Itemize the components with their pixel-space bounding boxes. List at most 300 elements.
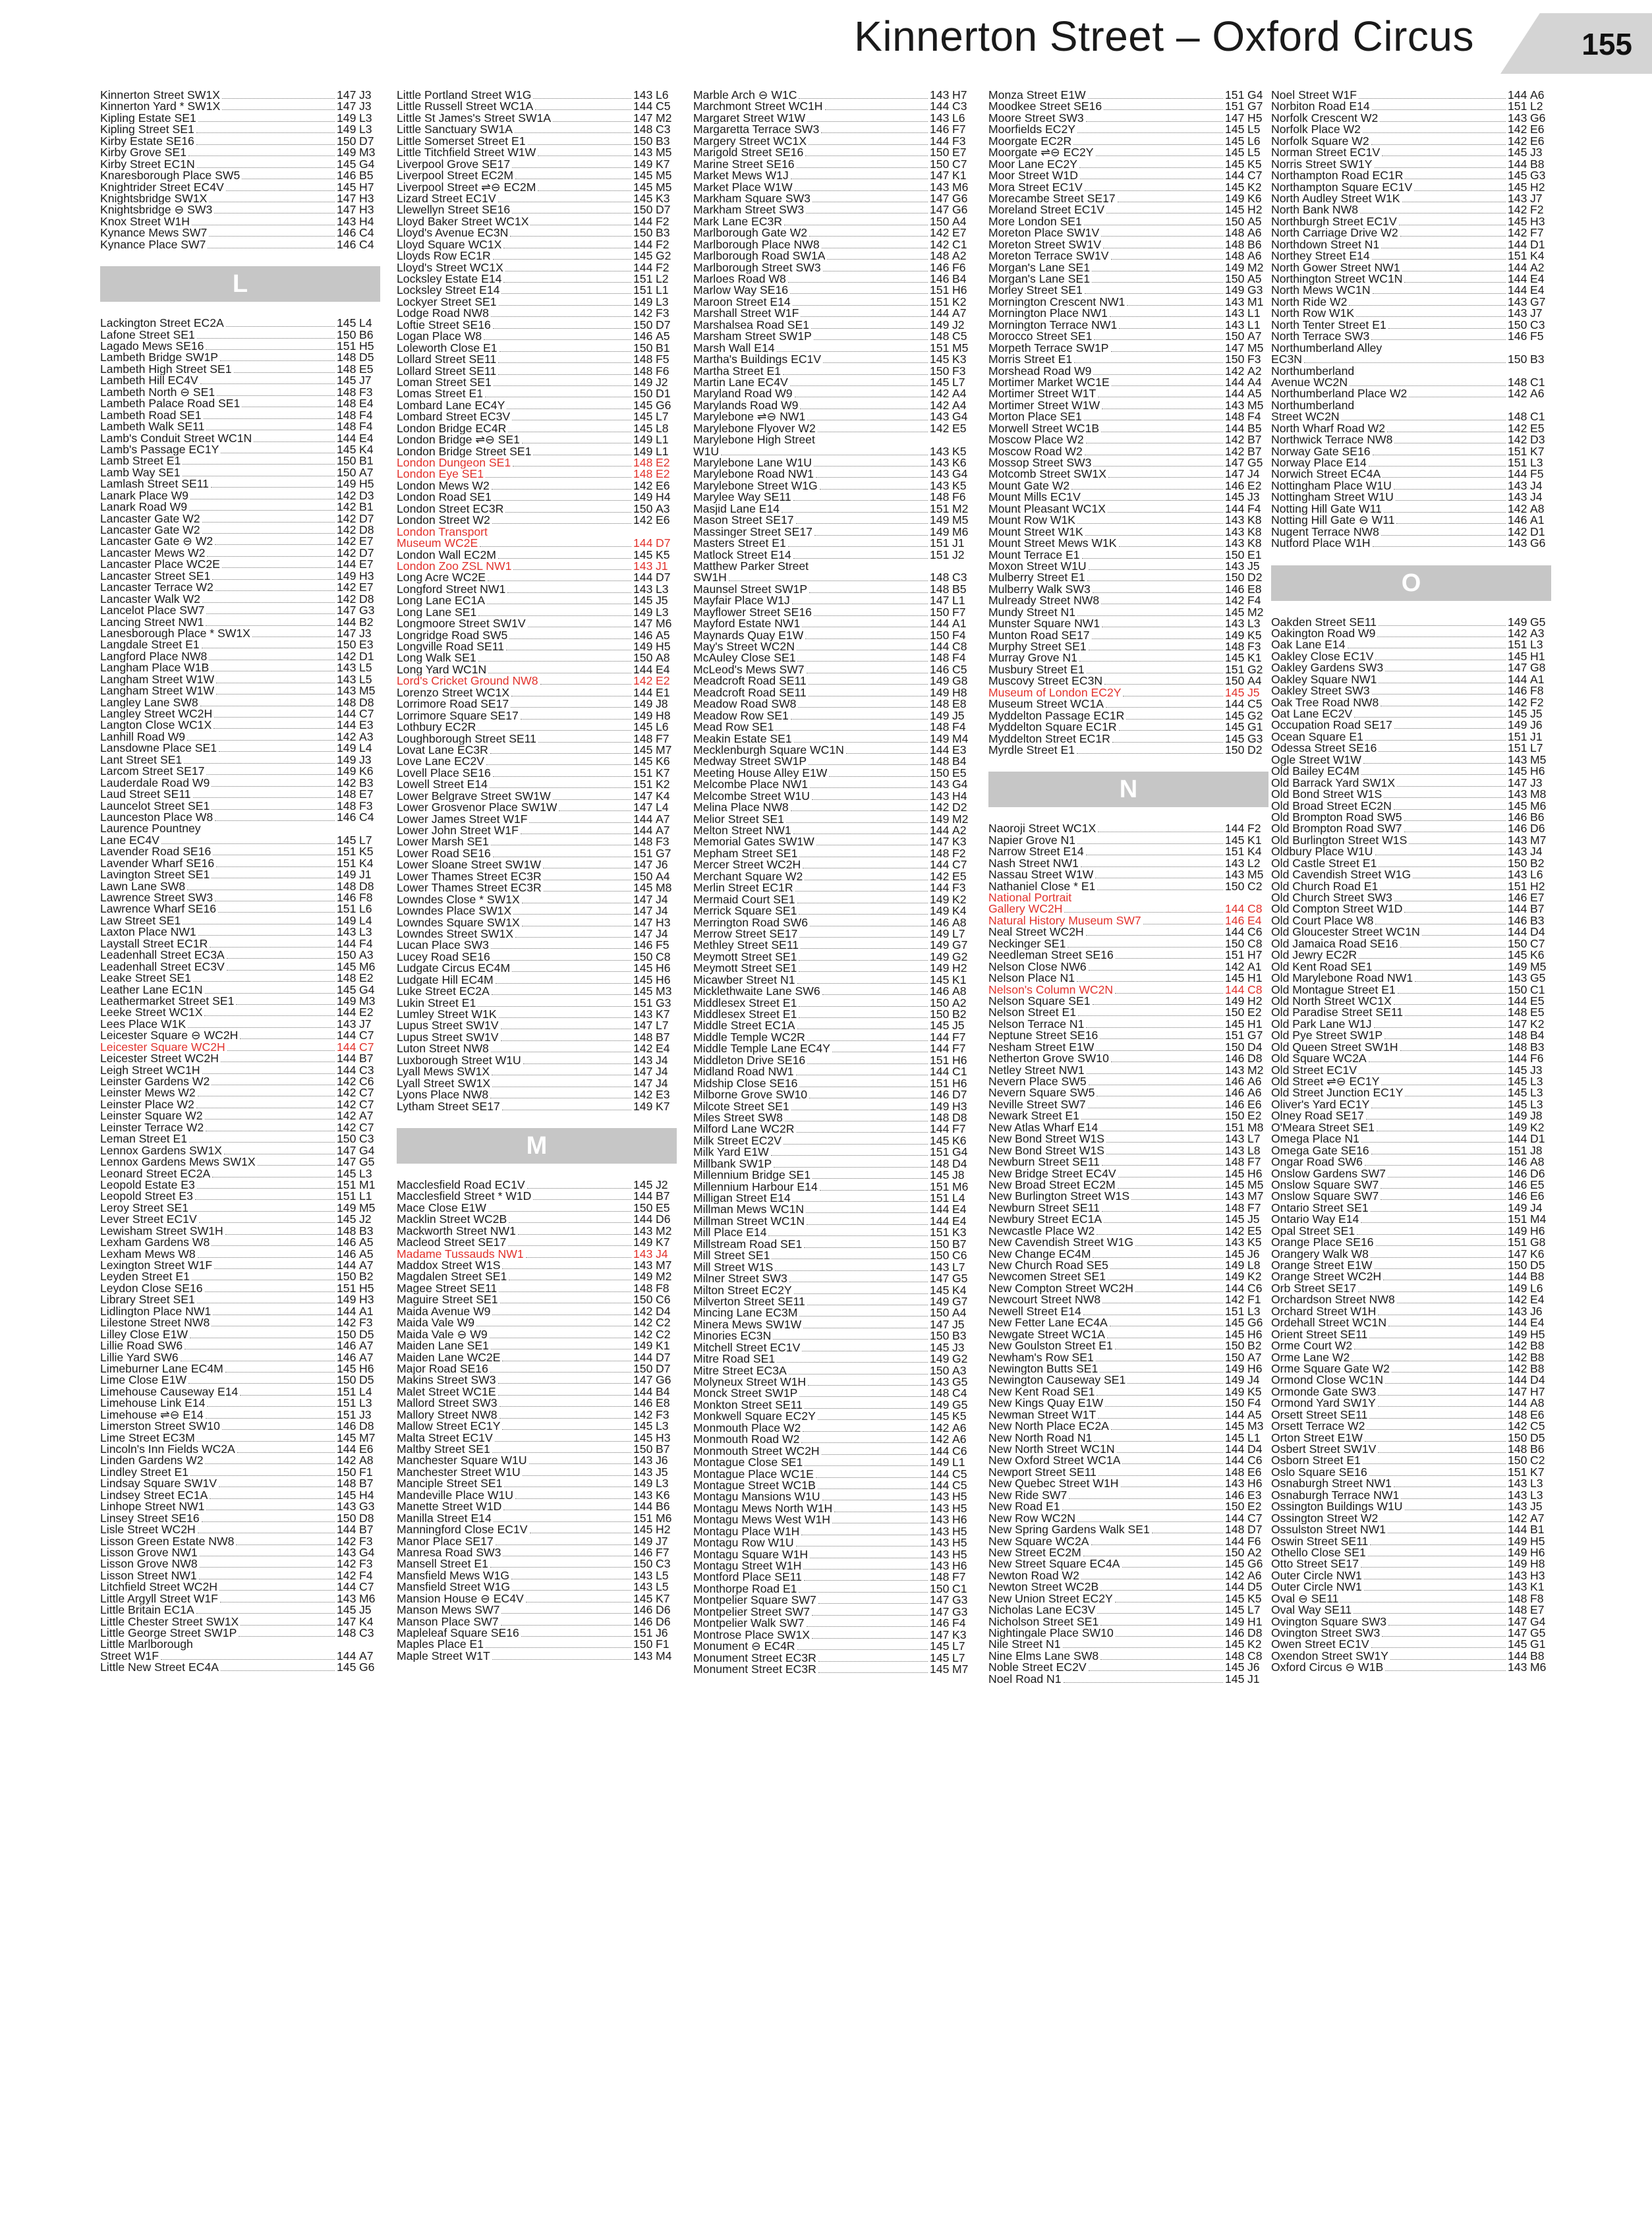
grid-ref: H2	[1247, 995, 1263, 1007]
dot-leader	[807, 1040, 928, 1041]
page-ref: 151	[633, 1628, 653, 1639]
grid-ref: M8	[1247, 1121, 1264, 1134]
dot-leader	[812, 1638, 928, 1639]
street-name: Mayfair Place W1J	[693, 595, 790, 607]
page-ref: 146	[337, 1340, 356, 1352]
grid-ref: D7	[656, 1363, 671, 1375]
index-entry	[1271, 835, 1551, 846]
street-name: Lancing Street NW1	[100, 616, 204, 628]
grid-ref: A8	[952, 917, 967, 928]
grid-ref: H3	[952, 1100, 967, 1112]
grid-ref: D5	[1530, 1432, 1545, 1444]
street-name: Gallery WC2H	[988, 903, 1063, 915]
grid-ref: D7	[952, 1089, 967, 1101]
street-name: Nelson's Column WC2N	[988, 984, 1114, 996]
grid-ref: J4	[656, 893, 668, 906]
index-entry	[1271, 526, 1551, 538]
grid-ref: K4	[359, 443, 374, 456]
index-entry	[693, 113, 973, 124]
index-entry	[397, 652, 677, 664]
street-name: Mortimer Street W1W	[988, 399, 1100, 412]
index-entry	[397, 1260, 677, 1271]
index-entry	[693, 595, 973, 606]
grid-ref: L3	[359, 124, 372, 136]
page-ref: 144	[1225, 1409, 1245, 1421]
page-ref: 149	[930, 905, 950, 917]
grid-ref: E7	[359, 536, 374, 548]
street-name: McAuley Close SE1	[693, 652, 796, 664]
dot-leader	[515, 1498, 631, 1499]
index-entry	[988, 1662, 1268, 1673]
page-ref: 145	[633, 986, 653, 998]
page-ref: 146	[337, 892, 356, 904]
grid-ref: C7	[1530, 938, 1545, 950]
page-ref: 143	[930, 1376, 950, 1388]
grid-ref: J6	[1530, 720, 1543, 731]
street-name: Mayflower Street SE16	[693, 606, 812, 619]
grid-ref: K7	[656, 158, 670, 171]
street-name: New Fetter Lane EC4A	[988, 1317, 1108, 1329]
grid-ref: H3	[359, 570, 374, 582]
page-ref: 145	[1225, 181, 1245, 193]
index-entry	[988, 492, 1268, 503]
street-name: Lant Street SE1	[100, 754, 183, 766]
street-name: Maida Vale W9	[397, 1317, 474, 1329]
page-ref: 145	[633, 1432, 653, 1444]
page-ref: 151	[633, 285, 653, 297]
grid-ref: F3	[656, 1409, 669, 1421]
dot-leader	[204, 418, 335, 419]
page-ref: 145	[633, 974, 653, 986]
page-ref: 144	[633, 825, 653, 837]
street-name: Little George Street SW1P	[100, 1628, 237, 1639]
index-entry	[397, 1616, 677, 1628]
street-name: Montagu Mews West W1H	[693, 1514, 830, 1526]
index-entry	[1271, 892, 1551, 903]
grid-ref: J7	[359, 1018, 372, 1031]
index-entry	[1271, 239, 1551, 250]
street-name: Mount Row W1K	[988, 515, 1075, 526]
page-ref: 143	[1508, 846, 1527, 858]
page-ref: 150	[633, 227, 653, 239]
grid-ref: D2	[1247, 572, 1263, 584]
index-entry	[397, 1317, 677, 1328]
grid-ref: H6	[1247, 1168, 1263, 1179]
dot-leader	[499, 1418, 631, 1419]
grid-ref: H6	[952, 1514, 967, 1526]
street-name: Medway Street SW1P	[693, 756, 807, 768]
index-entry	[397, 905, 677, 917]
page-ref: 144	[1508, 1650, 1527, 1662]
page-ref: 145	[930, 1170, 950, 1181]
grid-ref: F2	[656, 215, 669, 228]
index-entry	[988, 550, 1268, 561]
street-name: Marylee Way SE11	[693, 492, 791, 503]
index-entry	[397, 917, 677, 928]
street-name: Milford Lane WC2R	[693, 1123, 795, 1135]
dot-leader	[222, 1429, 335, 1430]
index-entry	[1271, 262, 1551, 273]
grid-ref: E4	[1247, 915, 1262, 927]
index-entry	[1271, 662, 1551, 673]
page-ref: 151	[337, 903, 356, 915]
page-ref: 145	[1508, 766, 1527, 778]
street-name: London Eye SE1	[397, 468, 484, 480]
index-entry	[693, 1273, 973, 1284]
page-ref: 142	[1508, 1363, 1527, 1375]
dot-leader	[1394, 809, 1506, 810]
page-ref: 142	[1508, 124, 1527, 136]
page-ref: 145	[1508, 708, 1527, 720]
grid-ref: J2	[656, 376, 668, 389]
street-name: Lowndes Street SW1X	[397, 928, 514, 940]
street-name: Little Somerset Street E1	[397, 135, 526, 148]
street-name: Major Road SE16	[397, 1363, 488, 1375]
grid-ref: B7	[359, 1524, 374, 1536]
page-ref: 142	[1508, 1294, 1527, 1306]
grid-ref: G5	[1530, 616, 1546, 628]
page-ref: 143	[930, 480, 950, 492]
page-ref: 144	[337, 1030, 356, 1042]
page-ref: 145	[337, 1168, 356, 1179]
grid-ref: H8	[952, 687, 967, 699]
street-name: Onslow Square SW7	[1271, 1179, 1379, 1191]
street-name: Lexington Street W1F	[100, 1260, 213, 1272]
street-name: Lexham Gardens W8	[100, 1237, 210, 1249]
grid-ref: J2	[359, 1214, 372, 1226]
grid-ref: F7	[1530, 227, 1544, 239]
grid-ref: H6	[1530, 766, 1545, 778]
grid-ref: E6	[1530, 124, 1545, 136]
index-entry	[1271, 1604, 1551, 1616]
street-name: Nine Elms Lane SW8	[988, 1650, 1099, 1662]
grid-ref: M7	[952, 1663, 969, 1676]
index-column-4	[988, 90, 1268, 1685]
dot-leader	[1404, 820, 1506, 821]
grid-ref: E5	[952, 767, 967, 779]
street-name: Memorial Gates SW1W	[693, 836, 814, 848]
dot-leader	[1100, 1372, 1223, 1373]
dot-leader	[1135, 1291, 1223, 1292]
street-name: New North Place EC2A	[988, 1421, 1109, 1432]
page-ref: 143	[1508, 1501, 1527, 1513]
page-ref: 143	[1508, 1478, 1527, 1490]
dot-leader	[227, 970, 335, 971]
grid-ref: C1	[1530, 411, 1545, 423]
grid-ref: D7	[359, 513, 374, 524]
index-entry	[988, 1099, 1268, 1110]
street-name: Merrow Street SE17	[693, 928, 798, 940]
index-entry	[397, 825, 677, 836]
dot-leader	[1127, 305, 1223, 306]
dot-leader	[1081, 866, 1223, 867]
page-ref: 143	[337, 673, 356, 686]
index-entry	[397, 675, 677, 687]
index-entry	[397, 1352, 677, 1363]
street-name: Mapleleaf Square SE16	[397, 1628, 519, 1639]
grid-ref: F7	[952, 1031, 966, 1044]
index-entry	[693, 1319, 973, 1330]
index-entry	[100, 858, 380, 869]
grid-ref: D4	[1530, 926, 1545, 938]
street-name: Newton Street WC2B	[988, 1581, 1099, 1593]
grid-ref: C1	[952, 239, 967, 251]
page-ref: 145	[1225, 135, 1245, 148]
grid-ref: A7	[359, 1351, 374, 1363]
page-ref: 146	[337, 227, 356, 239]
index-entry	[988, 136, 1268, 147]
page-ref: 148	[1225, 250, 1245, 262]
index-entry	[693, 170, 973, 181]
page-ref: 147	[633, 893, 653, 906]
index-entry	[988, 733, 1268, 745]
index-entry	[1271, 639, 1551, 650]
grid-ref: L3	[1247, 618, 1261, 630]
street-name: Old Compton Street W1D	[1271, 903, 1403, 915]
grid-ref: A5	[1247, 273, 1262, 285]
page-ref: 142	[930, 399, 950, 412]
grid-ref: E4	[1530, 285, 1545, 297]
page-ref: 150	[633, 1639, 653, 1651]
page-ref: 144	[930, 1031, 950, 1044]
street-name: Magee Street SE11	[397, 1282, 498, 1295]
index-entry	[1271, 1317, 1551, 1328]
street-name: Mill Street SE1	[693, 1250, 770, 1262]
index-entry	[100, 1593, 380, 1604]
street-name: Moor Lane EC2Y	[988, 158, 1077, 171]
dot-leader	[1371, 144, 1506, 145]
street-name: Northumberland Place W2	[1271, 388, 1408, 400]
street-name: Neville Street SW7	[988, 1098, 1086, 1111]
dot-leader	[196, 132, 335, 133]
grid-ref: L3	[656, 606, 669, 619]
dot-leader	[1401, 1498, 1506, 1499]
street-name: London Bridge Street SE1	[397, 445, 532, 457]
dot-leader	[1104, 684, 1223, 685]
index-entry	[693, 216, 973, 227]
page-ref: 144	[930, 135, 950, 148]
index-entry	[1271, 1662, 1551, 1673]
street-name: Maida Vale ⊖ W9	[397, 1328, 488, 1341]
street-name: Occupation Road SE17	[1271, 720, 1392, 731]
index-entry	[693, 1653, 973, 1664]
index-entry	[693, 607, 973, 618]
index-entry	[988, 710, 1268, 722]
street-name: Morris Street E1	[988, 354, 1073, 366]
index-entry	[988, 468, 1268, 480]
dot-leader	[827, 259, 928, 260]
grid-ref: H6	[952, 1560, 967, 1572]
street-name: Matlock Street E14	[693, 549, 791, 561]
street-name: Monument Street EC3R	[693, 1663, 816, 1676]
index-entry	[100, 318, 380, 329]
grid-ref: H2	[656, 1524, 671, 1536]
grid-ref: B2	[359, 616, 374, 628]
street-name: Maiden Lane WC2E	[397, 1351, 501, 1363]
street-name: Marshalsea Road SE1	[693, 319, 810, 331]
page-ref: 144	[1225, 388, 1245, 400]
grid-ref: M5	[952, 342, 969, 354]
street-name: Ovington Street SW3	[1271, 1628, 1381, 1639]
dot-leader	[206, 1418, 335, 1419]
street-name: Newman Street W1T	[988, 1409, 1097, 1421]
page-ref: 144	[633, 687, 653, 699]
grid-ref: C3	[359, 1133, 374, 1145]
street-name: Newington Causeway SE1	[988, 1375, 1126, 1386]
dot-leader	[1063, 1647, 1223, 1648]
street-name: Markham Square SW3	[693, 192, 811, 205]
index-entry	[693, 1307, 973, 1318]
page-ref: 149	[1508, 1121, 1527, 1134]
index-entry	[988, 1444, 1268, 1455]
index-entry	[988, 297, 1268, 308]
index-entry	[100, 1271, 380, 1282]
grid-ref: A1	[1530, 673, 1545, 686]
page-ref: 149	[337, 766, 356, 778]
street-name: Nugent Terrace NW8	[1271, 526, 1379, 538]
page-ref: 145	[930, 1342, 950, 1354]
street-name: Oliver's Yard EC1Y	[1271, 1098, 1370, 1111]
page-ref: 145	[1225, 722, 1245, 733]
grid-ref: J8	[1530, 1145, 1543, 1157]
street-name: Kinnerton Street SW1X	[100, 90, 220, 101]
index-entry	[100, 455, 380, 467]
grid-ref: J4	[1530, 492, 1543, 503]
page-ref: 144	[1225, 1581, 1245, 1593]
page-ref: 146	[1508, 331, 1527, 343]
index-entry	[988, 903, 1268, 915]
page-ref: 149	[1225, 1260, 1245, 1272]
index-entry	[100, 421, 380, 432]
page-ref: 142	[1225, 434, 1245, 446]
dot-leader	[1096, 1050, 1223, 1051]
grid-ref: F4	[1247, 595, 1261, 607]
index-entry	[988, 480, 1268, 492]
grid-ref: H6	[656, 974, 671, 986]
page-ref: 151	[1225, 101, 1245, 113]
street-name: Merrick Square SE1	[693, 905, 797, 917]
street-name: Orme Lane W2	[1271, 1351, 1350, 1363]
grid-ref: G5	[1530, 1628, 1546, 1639]
street-name: Lime Street EC3M	[100, 1432, 195, 1444]
page-ref: 143	[930, 1548, 950, 1560]
page-ref: 146	[1225, 1053, 1245, 1065]
page-ref: 143	[1508, 834, 1527, 847]
dot-leader	[513, 466, 631, 467]
page-ref: 148	[337, 409, 356, 422]
street-name: Long Lane EC1A	[397, 595, 486, 607]
street-name: Lambeth Palace Road SE1	[100, 398, 241, 410]
page-ref: 143	[1225, 399, 1245, 412]
index-entry	[693, 400, 973, 411]
dot-leader	[798, 707, 928, 708]
grid-ref: L5	[656, 1570, 669, 1582]
grid-ref: H5	[359, 1282, 374, 1295]
page-ref: 149	[633, 1340, 653, 1352]
grid-ref: M5	[1247, 399, 1264, 412]
grid-ref: C1	[1530, 376, 1545, 389]
page-ref: 145	[1508, 1087, 1527, 1099]
street-name: Oldbury Place W1U	[1271, 846, 1373, 858]
page-ref: 147	[633, 905, 653, 917]
street-name: Orsett Terrace W2	[1271, 1421, 1365, 1432]
dot-leader	[1353, 1613, 1506, 1614]
street-name: Langley Lane SW8	[100, 696, 198, 708]
grid-ref: L4	[359, 743, 372, 754]
grid-ref: M4	[656, 1650, 672, 1662]
page-ref: 142	[337, 547, 356, 559]
page-ref: 151	[1508, 743, 1527, 754]
dot-leader	[791, 719, 928, 720]
page-title: Kinnerton Street – Oxford Circus	[854, 13, 1474, 60]
grid-ref: F3	[952, 882, 966, 894]
index-entry	[397, 940, 677, 951]
page-ref: 149	[1225, 192, 1245, 205]
page-ref: 142	[1508, 1351, 1527, 1363]
index-entry	[397, 480, 677, 492]
dot-leader	[221, 1670, 335, 1671]
page-ref: 151	[337, 1398, 356, 1409]
page-ref: 151	[1508, 1466, 1527, 1479]
street-name: Northdown Street N1	[1271, 239, 1380, 251]
grid-ref: E2	[656, 675, 670, 687]
page-ref: 151	[633, 1512, 653, 1525]
dot-leader	[207, 1406, 335, 1407]
index-column-1	[100, 90, 380, 1674]
index-entry	[1271, 1042, 1551, 1053]
page-ref: 145	[1225, 973, 1245, 984]
index-entry	[397, 687, 677, 698]
index-entry	[693, 1112, 973, 1123]
page-ref: 144	[1508, 262, 1527, 273]
index-entry	[988, 1122, 1268, 1133]
dot-leader	[1104, 109, 1223, 110]
grid-ref: H5	[952, 1491, 967, 1503]
street-name: Nicholson Street SE1	[988, 1616, 1099, 1628]
dot-leader	[1082, 558, 1223, 559]
index-entry	[693, 90, 973, 101]
index-entry	[1271, 1030, 1551, 1041]
grid-ref: B2	[359, 1271, 374, 1283]
index-entry	[693, 1123, 973, 1135]
grid-ref: A5	[656, 331, 670, 343]
grid-ref: A7	[1247, 1351, 1262, 1363]
grid-ref: K5	[952, 445, 967, 457]
street-name: Macclesfield Road EC1V	[397, 1179, 525, 1191]
grid-ref: C7	[359, 708, 374, 720]
page-ref: 143	[1508, 789, 1527, 801]
street-name: Lancaster Gate ⊖ W2	[100, 536, 214, 548]
page-ref: 142	[1508, 422, 1527, 435]
dot-leader	[490, 1567, 631, 1568]
index-entry	[1271, 1547, 1551, 1558]
grid-ref: J3	[359, 101, 372, 113]
dot-leader	[1077, 753, 1223, 754]
street-name: Meadcroft Road SE11	[693, 675, 807, 687]
dot-leader	[234, 372, 335, 373]
grid-ref: F1	[359, 1466, 373, 1479]
index-entry	[1271, 1226, 1551, 1237]
page-ref: 148	[633, 354, 653, 366]
street-name: Mason Street SE17	[693, 515, 794, 526]
dot-leader	[505, 512, 631, 513]
grid-ref: L3	[1247, 1305, 1261, 1318]
page-ref: 144	[1508, 1053, 1527, 1065]
street-name: Outer Circle NW1	[1271, 1570, 1362, 1582]
index-entry	[988, 170, 1268, 181]
street-name: Markham Street SW3	[693, 204, 805, 216]
index-entry	[693, 297, 973, 308]
